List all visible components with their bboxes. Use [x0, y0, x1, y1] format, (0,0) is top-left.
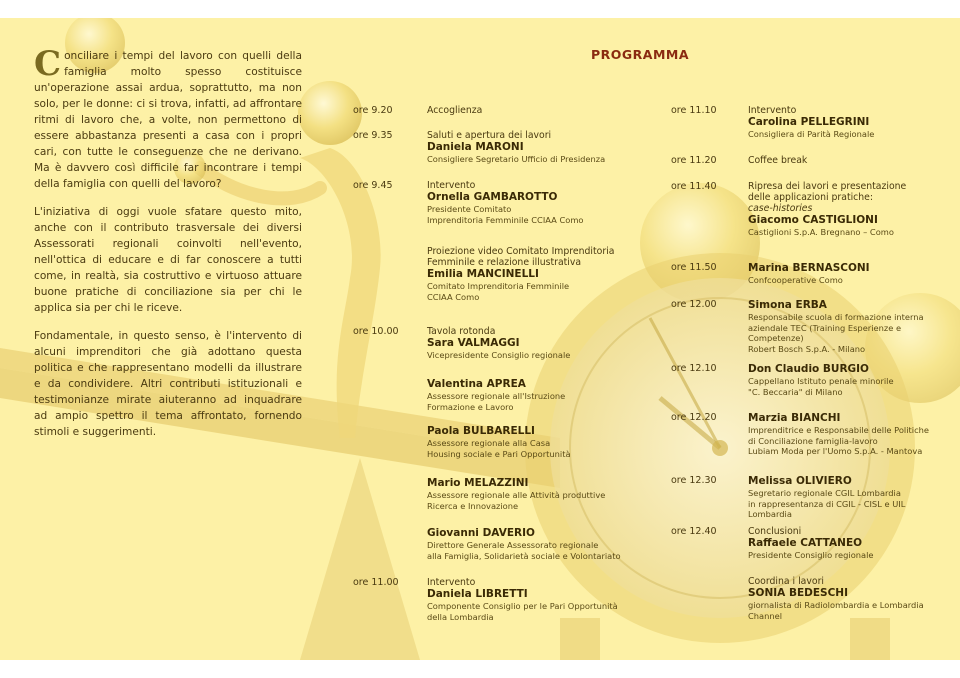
schedule-time: ore 10.00	[353, 326, 399, 337]
speaker-name: Mario MELAZZINI	[427, 477, 529, 489]
schedule-entry-left	[427, 246, 657, 302]
schedule-time: ore 11.10	[671, 105, 717, 116]
schedule-entry-right	[748, 262, 948, 286]
session-label: Coordina i lavori	[748, 576, 824, 587]
drop-cap: C	[34, 44, 62, 84]
schedule-entry-left	[427, 477, 657, 511]
schedule-entry-left	[427, 425, 657, 459]
speaker-role: Consigliere Segretario Ufficio di Presidenza	[427, 154, 606, 164]
programme-title: PROGRAMMA	[591, 47, 690, 62]
session-label: Proiezione video Comitato Imprenditoria	[427, 246, 615, 257]
schedule-time: ore 12.30	[671, 475, 717, 486]
session-label: Accoglienza	[427, 105, 483, 116]
speaker-name: Giovanni DAVERIO	[427, 527, 535, 539]
schedule-entry-left	[427, 527, 657, 561]
intro-text	[34, 44, 302, 452]
schedule-time: ore 9.35	[353, 130, 393, 141]
session-label: delle applicazioni pratiche:	[748, 192, 874, 203]
schedule-time: ore 9.45	[353, 180, 393, 191]
session-label: Femminile e relazione illustrativa	[427, 257, 582, 268]
speaker-role: della Lombardia	[427, 611, 494, 622]
speaker-role: Robert Bosch S.p.A. - Milano	[748, 343, 866, 354]
speaker-role: di Conciliazione famiglia-lavoro	[748, 435, 878, 446]
schedule-entry-right	[748, 299, 948, 354]
speaker-role: Assessore regionale alle Attività produttive	[427, 490, 606, 500]
schedule-entry-right	[748, 155, 948, 166]
schedule-entry-right	[748, 526, 948, 561]
schedule-time: ore 12.20	[671, 412, 717, 423]
schedule-time: ore 11.50	[671, 262, 717, 273]
session-label: Ripresa dei lavori e presentazione	[748, 181, 907, 192]
speaker-role: Comitato Imprenditoria Femminile	[427, 281, 570, 291]
schedule-entry-left	[427, 130, 657, 165]
schedule-entry-left	[427, 105, 657, 116]
session-label: Intervento	[427, 577, 476, 588]
speaker-role: Direttore Generale Assessorato regionale	[427, 540, 599, 550]
schedule-entry-right	[748, 576, 948, 621]
speaker-role: "C. Beccaria" di Milano	[748, 386, 843, 397]
schedule-time: ore 12.40	[671, 526, 717, 537]
schedule-time: ore 11.00	[353, 577, 399, 588]
session-label: Intervento	[748, 105, 797, 116]
session-label: Conclusioni	[748, 526, 802, 537]
speaker-name: Giacomo CASTIGLIONI	[748, 214, 878, 226]
schedule-entry-right	[748, 363, 948, 397]
speaker-role: Channel	[748, 610, 783, 621]
speaker-name: Raffaele CATTANEO	[748, 537, 863, 549]
speaker-name: SONIA BEDESCHI	[748, 587, 848, 599]
speaker-role: Formazione e Lavoro	[427, 401, 514, 412]
speaker-name: Paola BULBARELLI	[427, 425, 535, 437]
speaker-name: Marina BERNASCONI	[748, 262, 870, 274]
speaker-role: Segretario regionale CGIL Lombardia	[748, 488, 901, 498]
speaker-role: Castiglioni S.p.A. Bregnano – Como	[748, 227, 894, 237]
speaker-role: Imprenditoria Femminile CCIAA Como	[427, 214, 584, 225]
schedule-entry-right	[748, 412, 948, 457]
speaker-name: Daniela MARONI	[427, 141, 524, 153]
speaker-role: Componente Consiglio per le Pari Opportunità	[427, 601, 618, 611]
speaker-role: Housing sociale e Pari Opportunità	[427, 448, 571, 459]
speaker-role: giornalista di Radiolombardia e Lombardia	[748, 600, 924, 610]
speaker-role: Lubiam Moda per l'Uomo S.p.A. - Mantova	[748, 446, 923, 456]
speaker-name: Daniela LIBRETTI	[427, 588, 528, 600]
speaker-role: in rappresentanza di CGIL - CISL e UIL Lombardia	[748, 498, 906, 519]
schedule-entry-right	[748, 105, 948, 140]
speaker-name: Valentina APREA	[427, 378, 526, 390]
speaker-role: Responsabile scuola di formazione interna	[748, 312, 924, 322]
speaker-name: Sara VALMAGGI	[427, 337, 520, 349]
session-label: Intervento	[427, 180, 476, 191]
speaker-name: Melissa OLIVIERO	[748, 475, 852, 487]
schedule-entry-right	[748, 181, 948, 238]
schedule-entry-left	[427, 577, 657, 622]
speaker-role: Assessore regionale alla Casa	[427, 438, 551, 448]
speaker-role: Confcooperative Como	[748, 275, 843, 285]
intro-paragraph-1: Conciliare i tempi del lavoro con quelli della famiglia molto spesso costituisce un'operazione assai ardua, soprattutto, ma non solo, per le donne: ci si trova, infatti, ad affrontare ritmi di lavoro che, a volte, non permettono di essere abbastanza presenti a casa con i propri cari, con tutte le conseguenze che ne derivano. Ma è davvero così difficile far incontrare i tempi della famiglia con quelli del lavoro?	[34, 44, 302, 190]
speaker-role: aziendale TEC (Training Esperienze e Competenze)	[748, 322, 902, 343]
speaker-name: Simona ERBA	[748, 299, 827, 311]
session-label: Tavola rotonda	[427, 326, 496, 337]
schedule-time: ore 12.10	[671, 363, 717, 374]
speaker-name: Marzia BIANCHI	[748, 412, 841, 424]
schedule-time: ore 9.20	[353, 105, 393, 116]
speaker-name: Emilia MANCINELLI	[427, 268, 539, 280]
intro-paragraph-2: L'iniziativa di oggi vuole sfatare questo mito, anche con il contributo trasversale dei diversi Assessorati regionali coinvolti nell'evento, nell'ottica di educare e di far conoscere a tutti come, in realtà, sia costruttivo e virtuoso attuare buone pratiche di conciliazione sia per chi le applica sia per chi le riceve.	[34, 206, 302, 314]
speaker-name: Ornella GAMBAROTTO	[427, 191, 558, 203]
brochure-sheet	[0, 18, 960, 660]
schedule-entry-left	[427, 180, 657, 225]
session-label: Coffee break	[748, 155, 808, 166]
schedule-time: ore 11.20	[671, 155, 717, 166]
speaker-role: alla Famiglia, Solidarietà sociale e Volontariato	[427, 550, 621, 561]
schedule-time: ore 12.00	[671, 299, 717, 310]
intro-paragraph-3: Fondamentale, in questo senso, è l'intervento di alcuni imprenditori che già adottano questa politica e che rappresentano modelli da illustrare e da condividere. Altri contributi istituzionali e testimonianze mirate aiuteranno ad inquadrare ad ampio spettro il tema affrontato, fornendo stimoli e suggerimenti.	[34, 330, 302, 438]
session-label: Saluti e apertura dei lavori	[427, 130, 552, 141]
speaker-name: Carolina PELLEGRINI	[748, 116, 870, 128]
schedule-time: ore 11.40	[671, 181, 717, 192]
speaker-role: CCIAA Como	[427, 291, 480, 302]
schedule-entry-right	[748, 475, 948, 520]
speaker-role: Assessore regionale all'Istruzione	[427, 391, 566, 401]
speaker-role: Presidente Comitato	[427, 204, 512, 214]
schedule-entry-left	[427, 326, 657, 361]
speaker-name: Don Claudio BURGIO	[748, 363, 869, 375]
speaker-role: Cappellano Istituto penale minorile	[748, 376, 894, 386]
speaker-role: Ricerca e Innovazione	[427, 500, 519, 511]
session-label-italic: case-histories	[748, 203, 813, 214]
speaker-role: Vicepresidente Consiglio regionale	[427, 350, 571, 360]
schedule-entry-left	[427, 378, 657, 412]
speaker-role: Presidente Consiglio regionale	[748, 550, 874, 560]
speaker-role: Consigliera di Parità Regionale	[748, 129, 875, 139]
speaker-role: Imprenditrice e Responsabile delle Politiche	[748, 425, 930, 435]
